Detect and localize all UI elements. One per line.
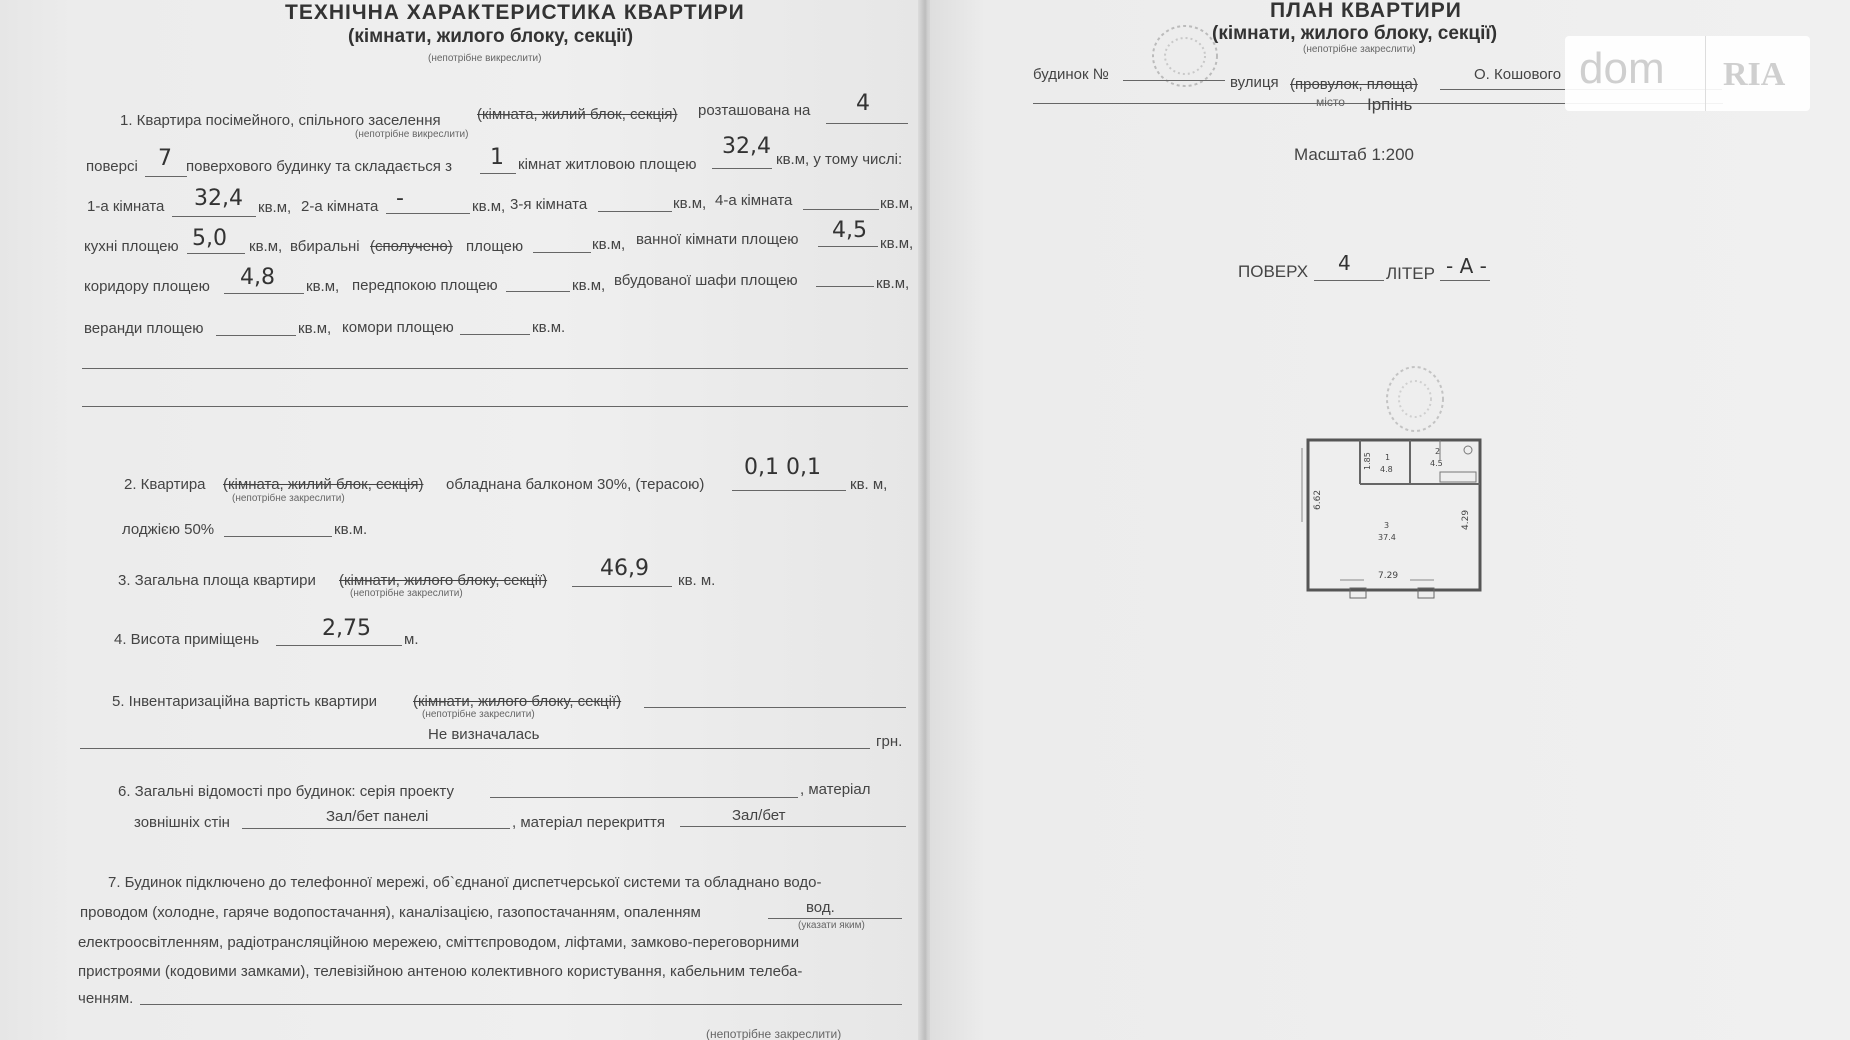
s7-text: ченням. (78, 990, 134, 1007)
s1-text: кв.м, у тому числі: (776, 151, 903, 168)
room2-value: - (396, 186, 404, 211)
heating-value: вод. (806, 899, 835, 916)
s1-text: кв.м, (298, 320, 332, 337)
underline (803, 209, 879, 210)
s6-text: 6. Загальні відомості про будинок: серія проекту (118, 783, 454, 800)
watermark-ria: RIA (1723, 56, 1786, 93)
s5-text: 5. Інвентаризаційна вартість квартири (112, 693, 378, 710)
city-value: Ірпінь (1367, 95, 1413, 114)
liter-label: ЛІТЕР (1386, 264, 1435, 283)
s3-strike: (кімнати, жилого блоку, секції) (339, 572, 548, 589)
s1-text: кв.м, (880, 195, 914, 212)
corridor-value: 4,8 (240, 265, 275, 290)
s1-text: 1-а кімната (87, 198, 165, 215)
s7-text: проводом (холодне, гаряче водопостачання), каналізацією, газопостачанням, опаленням (80, 904, 701, 921)
floor-plan (1300, 430, 1500, 600)
watermark-logo (1565, 36, 1810, 111)
s1-strike: (кімната, жилий блок, секція) (477, 106, 678, 123)
s1-text: комори площею (342, 319, 454, 336)
apartment-outline (1308, 440, 1480, 590)
underline (644, 707, 906, 708)
note: (непотрібне викреслити) (428, 53, 542, 64)
underline (490, 797, 798, 798)
rooms-value: 1 (490, 145, 504, 170)
liter-value: - А - (1446, 254, 1487, 278)
s1-text: 2-а кімната (301, 198, 379, 215)
s2-text: кв. м, (850, 476, 888, 493)
underline (816, 286, 874, 287)
kitchen-value: 5,0 (192, 226, 227, 251)
walls-value: Зал/бет панелі (326, 808, 429, 825)
underline (1123, 80, 1225, 81)
underline (506, 291, 570, 292)
s6-text: зовнішніх стін (134, 814, 230, 831)
underline (224, 293, 304, 294)
house-label: будинок № (1033, 66, 1109, 83)
room3-number: 3 (1384, 521, 1390, 530)
doc-subtitle: (кімнати, жилого блоку, секції) (348, 26, 634, 47)
underline (533, 252, 591, 253)
s1-text: вбудованої шафи площею (614, 272, 798, 289)
balcony-value: 0,1 0,1 (744, 455, 821, 480)
street-label: вулиця (1230, 74, 1279, 91)
s1-text: поверхового будинку та складається з (186, 158, 452, 175)
s1-text: кв.м, (592, 236, 626, 253)
height-value: 2,75 (322, 616, 371, 641)
note: (непотрібне закреслити) (350, 588, 463, 599)
underline (386, 213, 470, 214)
room2-number: 2 (1435, 447, 1441, 456)
plan-subtitle: (кімнати, жилого блоку, секції) (1212, 23, 1498, 44)
s1-text: кімнат житловою площею (518, 156, 697, 173)
s1-text: кухні площею (84, 238, 179, 255)
floor-label: ПОВЕРХ (1238, 262, 1309, 281)
note: (непотрібне закреслити) (422, 709, 535, 720)
s1-text: веранди площею (84, 320, 204, 337)
city-label: місто (1316, 95, 1345, 109)
underline (826, 123, 908, 124)
s2-text: лоджією 50% (122, 521, 215, 538)
dim-top: 1.85 (1363, 452, 1372, 470)
s4-text: 4. Висота приміщень (114, 631, 260, 648)
room3-area: 37.4 (1378, 533, 1396, 542)
underline (818, 246, 878, 247)
note: (непотрібне викреслити) (355, 129, 469, 140)
s1-text: 4-а кімната (715, 192, 793, 209)
s7-text: електроосвітленням, радіотрансляційною мережею, сміттєпроводом, ліфтами, замково-переговорними (78, 934, 800, 951)
s6-text: , матеріал (800, 781, 871, 798)
underline (187, 253, 245, 254)
s1-text: кв.м, (306, 278, 340, 295)
note: (указати яким) (798, 920, 865, 931)
blank-line (82, 368, 908, 369)
room2-area: 4.5 (1430, 459, 1443, 468)
doc-title: ТЕХНІЧНА ХАРАКТЕРИСТИКА КВАРТИРИ (285, 1, 745, 24)
underline (598, 211, 672, 212)
bath-tub (1440, 472, 1476, 482)
s2-text: кв.м. (334, 521, 368, 538)
underline (480, 173, 516, 174)
blank-line (82, 406, 908, 407)
note: (непотрібне закреслити) (232, 493, 345, 504)
s1-text: кв.м, (258, 199, 292, 216)
underline (768, 918, 902, 919)
dim-left: 6.62 (1313, 489, 1323, 510)
s1-text: розташована на (698, 102, 811, 119)
s1-text: передпокою площею (352, 277, 498, 294)
stamp (1380, 362, 1450, 436)
street-strike: (провулок, площа) (1290, 76, 1418, 93)
underline (276, 645, 402, 646)
underline (572, 586, 672, 587)
room1-number: 1 (1385, 453, 1391, 462)
inventory-value: Не визначалась (428, 726, 540, 743)
total-area-value: 46,9 (600, 556, 649, 581)
underline (140, 1004, 902, 1005)
underline (1314, 280, 1384, 281)
underline (460, 334, 530, 335)
underline (732, 490, 846, 491)
floors-total-value: 7 (158, 146, 172, 171)
s2-text: 2. Квартира (124, 476, 206, 493)
underline (80, 748, 870, 749)
s1-strike: (сполучено) (370, 238, 453, 255)
s3-text: 3. Загальна площа квартири (118, 572, 316, 589)
dim-right: 4.29 (1461, 509, 1471, 530)
ceiling-value: Зал/бет (732, 807, 786, 824)
underline (216, 335, 296, 336)
underline (680, 826, 906, 827)
s1-text: кв.м. (532, 319, 566, 336)
s1-text: кв.м, (572, 277, 606, 294)
scale-label: Масштаб 1:200 (1294, 145, 1414, 164)
bath-value: 4,5 (832, 218, 867, 243)
s1-text: вбиральні (290, 238, 360, 255)
s1-text: поверсі (86, 158, 138, 175)
s1-text: ванної кімнати площею (636, 231, 799, 248)
s1-text: кв.м, (249, 238, 283, 255)
s1-text: кв.м, (880, 235, 914, 252)
s1-text: 3-я кімната (510, 196, 588, 213)
s1-text: кв.м, (876, 275, 910, 292)
room1-value: 32,4 (194, 186, 243, 211)
underline (145, 176, 187, 177)
note: (непотрібне закреслити) (1303, 44, 1416, 55)
floor-value: 4 (856, 91, 870, 116)
underline (242, 828, 510, 829)
plan-title: ПЛАН КВАРТИРИ (1270, 0, 1462, 22)
s1-text: коридору площею (84, 278, 210, 295)
s3-text: кв. м. (678, 572, 716, 589)
s4-text: м. (404, 631, 419, 648)
underline (224, 536, 332, 537)
floor-value: 4 (1338, 251, 1351, 275)
s1-text: площею (466, 238, 524, 255)
s6-text: , матеріал перекриття (512, 814, 665, 831)
street-value: О. Кошового (1474, 66, 1562, 83)
s1-text: 1. Квартира посімейного, спільного заселення (120, 112, 441, 129)
room1-area: 4.8 (1380, 465, 1393, 474)
s1-text: кв.м, (472, 198, 506, 215)
watermark-dom: dom (1579, 44, 1665, 93)
underline (1440, 280, 1490, 281)
s2-strike: (кімната, жилий блок, секція) (223, 476, 424, 493)
underline (712, 168, 772, 169)
underline (172, 216, 256, 217)
s5-text: грн. (876, 733, 903, 750)
living-area-value: 32,4 (722, 134, 771, 159)
watermark-divider (1705, 36, 1706, 111)
s2-text: обладнана балконом 30%, (терасою) (446, 476, 705, 493)
s7-text: 7. Будинок підключено до телефонної мережі, об`єднаної диспетчерської системи та обладнано водо- (108, 874, 822, 891)
note: (непотрібне закреслити) (706, 1027, 842, 1040)
s7-text: пристроями (кодовими замками), телевізійною антеною колективного користування, кабельним телеба- (78, 963, 803, 980)
dim-bottom: 7.29 (1378, 571, 1399, 581)
s5-strike: (кімнати, жилого блоку, секції) (413, 693, 622, 710)
fixture (1464, 446, 1472, 454)
s1-text: кв.м, (673, 195, 707, 212)
